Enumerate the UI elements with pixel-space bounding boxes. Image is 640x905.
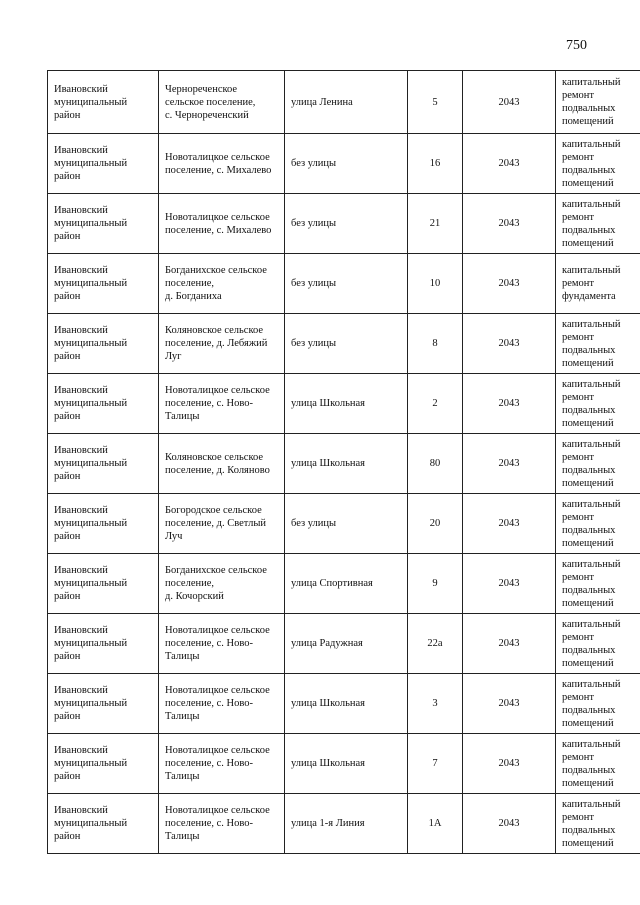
district-cell — [48, 134, 159, 194]
street-cell-text: без улицы — [291, 518, 337, 529]
work-type-cell — [556, 194, 640, 254]
house-number-cell-text: 21 — [429, 218, 441, 229]
work-type-cell — [556, 674, 640, 734]
work-type-cell — [556, 794, 640, 854]
district-cell — [48, 374, 159, 434]
work-type-cell — [556, 554, 640, 614]
year-cell — [463, 614, 556, 674]
street-cell — [285, 134, 408, 194]
settlement-cell-text: Коляновское сельское поселение, д. Лебяжий Луг — [165, 325, 268, 362]
table-row — [48, 434, 640, 494]
settlement-cell-text: Новоталицкое сельское поселение, с. Ново- Талицы — [165, 805, 270, 842]
district-cell — [48, 674, 159, 734]
work-type-cell — [556, 734, 640, 794]
settlement-cell — [159, 614, 285, 674]
year-cell-text: 2043 — [498, 698, 520, 709]
year-cell — [463, 494, 556, 554]
table-row — [48, 554, 640, 614]
year-cell-text: 2043 — [498, 218, 520, 229]
year-cell-text: 2043 — [498, 638, 520, 649]
district-cell-text: Ивановский муниципальный район — [54, 625, 128, 662]
work-type-cell — [556, 374, 640, 434]
year-cell-text: 2043 — [498, 158, 520, 169]
district-cell-text: Ивановский муниципальный район — [54, 205, 128, 242]
year-cell — [463, 254, 556, 314]
work-type-cell — [556, 614, 640, 674]
settlement-cell-text: Богданихское сельское поселение, д. Кочорский — [165, 565, 267, 602]
house-number-cell — [408, 734, 463, 794]
year-cell-text: 2043 — [498, 818, 520, 829]
street-cell-text: улица Спортивная — [291, 578, 373, 589]
work-type-cell-text: капитальный ремонт подвальных помещений — [562, 138, 621, 189]
year-cell — [463, 134, 556, 194]
settlement-cell — [159, 254, 285, 314]
house-number-cell — [408, 314, 463, 374]
year-cell — [463, 194, 556, 254]
settlement-cell — [159, 374, 285, 434]
house-number-cell — [408, 794, 463, 854]
street-cell-text: улица Радужная — [291, 638, 363, 649]
work-type-cell-text: капитальный ремонт подвальных помещений — [562, 438, 621, 489]
year-cell — [463, 374, 556, 434]
settlement-cell-text: Коляновское сельское поселение, д. Коляново — [165, 451, 270, 476]
district-cell-text: Ивановский муниципальный район — [54, 505, 128, 542]
work-type-cell-text: капитальный ремонт подвальных помещений — [562, 77, 621, 127]
house-number-cell — [408, 254, 463, 314]
work-type-cell-text: капитальный ремонт подвальных помещений — [562, 498, 621, 549]
street-cell — [285, 674, 408, 734]
settlement-cell-text: Чернореченское сельское поселение, с. Чернореченский — [165, 83, 256, 121]
street-cell — [285, 194, 408, 254]
settlement-cell-text: Богданихское сельское поселение, д. Богданиха — [165, 265, 267, 302]
work-type-cell — [556, 494, 640, 554]
work-type-cell-text: капитальный ремонт подвальных помещений — [562, 738, 621, 789]
house-number-cell-text: 10 — [429, 278, 441, 289]
street-cell — [285, 254, 408, 314]
table-row — [48, 794, 640, 854]
district-cell-text: Ивановский муниципальный район — [54, 325, 128, 362]
work-type-cell — [556, 134, 640, 194]
year-cell-text: 2043 — [498, 338, 520, 349]
district-cell-text: Ивановский муниципальный район — [54, 685, 128, 722]
year-cell — [463, 314, 556, 374]
house-number-cell-text: 5 — [432, 96, 438, 108]
settlement-cell — [159, 734, 285, 794]
settlement-cell — [159, 434, 285, 494]
table-row — [48, 374, 640, 434]
district-cell-text: Ивановский муниципальный район — [54, 565, 128, 602]
street-cell-text: улица Школьная — [291, 758, 365, 769]
house-number-cell-text: 16 — [429, 158, 441, 169]
work-type-cell-text: капитальный ремонт подвальных помещений — [562, 378, 621, 429]
house-number-cell-text: 1А — [428, 818, 442, 829]
house-number-cell — [408, 494, 463, 554]
table-row — [48, 734, 640, 794]
year-cell — [463, 674, 556, 734]
table-row — [48, 194, 640, 254]
work-type-cell — [556, 434, 640, 494]
district-cell — [48, 194, 159, 254]
street-cell — [285, 434, 408, 494]
street-cell — [285, 794, 408, 854]
year-cell-text: 2043 — [498, 458, 520, 469]
house-number-cell — [408, 674, 463, 734]
house-number-cell-text: 8 — [432, 338, 438, 349]
repair-schedule-table — [47, 70, 640, 854]
work-type-cell — [556, 314, 640, 374]
district-cell-text: Ивановский муниципальный район — [54, 445, 128, 482]
district-cell-text: Ивановский муниципальный район — [54, 805, 128, 842]
settlement-cell-text: Новоталицкое сельское поселение, с. Ново- Талицы — [165, 625, 270, 662]
district-cell — [48, 614, 159, 674]
settlement-cell-text: Новоталицкое сельское поселение, с. Ново- Талицы — [165, 745, 270, 782]
house-number-cell — [408, 134, 463, 194]
settlement-cell — [159, 134, 285, 194]
settlement-cell — [159, 674, 285, 734]
work-type-cell-text: капитальный ремонт подвальных помещений — [562, 798, 621, 849]
settlement-cell — [159, 494, 285, 554]
settlement-cell-text: Богородское сельское поселение, д. Светлый Луч — [165, 505, 267, 542]
work-type-cell-text: капитальный ремонт подвальных помещений — [562, 198, 621, 249]
district-cell — [48, 71, 159, 134]
house-number-cell-text: 3 — [432, 698, 438, 709]
table-row — [48, 71, 640, 134]
house-number-cell-text: 22а — [427, 638, 443, 649]
work-type-cell-text: капитальный ремонт подвальных помещений — [562, 678, 621, 729]
district-cell-text: Ивановский муниципальный район — [54, 83, 128, 121]
street-cell — [285, 71, 408, 134]
district-cell — [48, 314, 159, 374]
street-cell-text: улица 1-я Линия — [291, 818, 365, 829]
district-cell — [48, 794, 159, 854]
house-number-cell — [408, 374, 463, 434]
settlement-cell — [159, 314, 285, 374]
year-cell — [463, 734, 556, 794]
district-cell-text: Ивановский муниципальный район — [54, 145, 128, 182]
year-cell-text: 2043 — [498, 96, 520, 108]
year-cell-text: 2043 — [498, 398, 520, 409]
settlement-cell-text: Новоталицкое сельское поселение, с. Михалево — [165, 151, 272, 176]
house-number-cell — [408, 554, 463, 614]
work-type-cell-text: капитальный ремонт подвальных помещений — [562, 318, 621, 369]
work-type-cell-text: капитальный ремонт подвальных помещений — [562, 618, 621, 669]
street-cell-text: без улицы — [291, 158, 337, 169]
settlement-cell — [159, 71, 285, 134]
table-body — [48, 71, 640, 854]
street-cell-text: улица Ленина — [291, 96, 353, 108]
house-number-cell — [408, 614, 463, 674]
settlement-cell-text: Новоталицкое сельское поселение, с. Ново- Талицы — [165, 685, 270, 722]
district-cell-text: Ивановский муниципальный район — [54, 385, 128, 422]
street-cell-text: без улицы — [291, 338, 337, 349]
street-cell-text: улица Школьная — [291, 698, 365, 709]
street-cell — [285, 314, 408, 374]
street-cell — [285, 554, 408, 614]
work-type-cell-text: капитальный ремонт фундамента — [562, 265, 621, 302]
year-cell-text: 2043 — [498, 518, 520, 529]
house-number-cell-text: 2 — [432, 398, 438, 409]
house-number-cell — [408, 434, 463, 494]
district-cell — [48, 254, 159, 314]
house-number-cell — [408, 194, 463, 254]
settlement-cell-text: Новоталицкое сельское поселение, с. Михалево — [165, 211, 272, 236]
year-cell-text: 2043 — [498, 278, 520, 289]
settlement-cell — [159, 794, 285, 854]
year-cell — [463, 434, 556, 494]
table-row — [48, 614, 640, 674]
street-cell — [285, 734, 408, 794]
district-cell — [48, 554, 159, 614]
street-cell — [285, 614, 408, 674]
street-cell-text: без улицы — [291, 278, 337, 289]
district-cell — [48, 434, 159, 494]
table-row — [48, 254, 640, 314]
settlement-cell — [159, 194, 285, 254]
house-number-cell-text: 80 — [429, 458, 441, 469]
street-cell — [285, 494, 408, 554]
work-type-cell — [556, 254, 640, 314]
street-cell-text: улица Школьная — [291, 398, 365, 409]
district-cell — [48, 734, 159, 794]
table-row — [48, 674, 640, 734]
district-cell — [48, 494, 159, 554]
year-cell — [463, 794, 556, 854]
district-cell-text: Ивановский муниципальный район — [54, 745, 128, 782]
year-cell-text: 2043 — [498, 578, 520, 589]
year-cell — [463, 554, 556, 614]
work-type-cell-text: капитальный ремонт подвальных помещений — [562, 558, 621, 609]
street-cell-text: улица Школьная — [291, 458, 365, 469]
table-row — [48, 314, 640, 374]
house-number-cell-text: 7 — [432, 758, 438, 769]
page-number: 750 — [566, 38, 587, 53]
work-type-cell — [556, 71, 640, 134]
table-row — [48, 134, 640, 194]
house-number-cell-text: 9 — [432, 578, 438, 589]
district-cell-text: Ивановский муниципальный район — [54, 265, 128, 302]
table-row — [48, 494, 640, 554]
street-cell-text: без улицы — [291, 218, 337, 229]
year-cell-text: 2043 — [498, 758, 520, 769]
settlement-cell-text: Новоталицкое сельское поселение, с. Ново- Талицы — [165, 385, 270, 422]
year-cell — [463, 71, 556, 134]
house-number-cell — [408, 71, 463, 134]
house-number-cell-text: 20 — [429, 518, 441, 529]
settlement-cell — [159, 554, 285, 614]
street-cell — [285, 374, 408, 434]
